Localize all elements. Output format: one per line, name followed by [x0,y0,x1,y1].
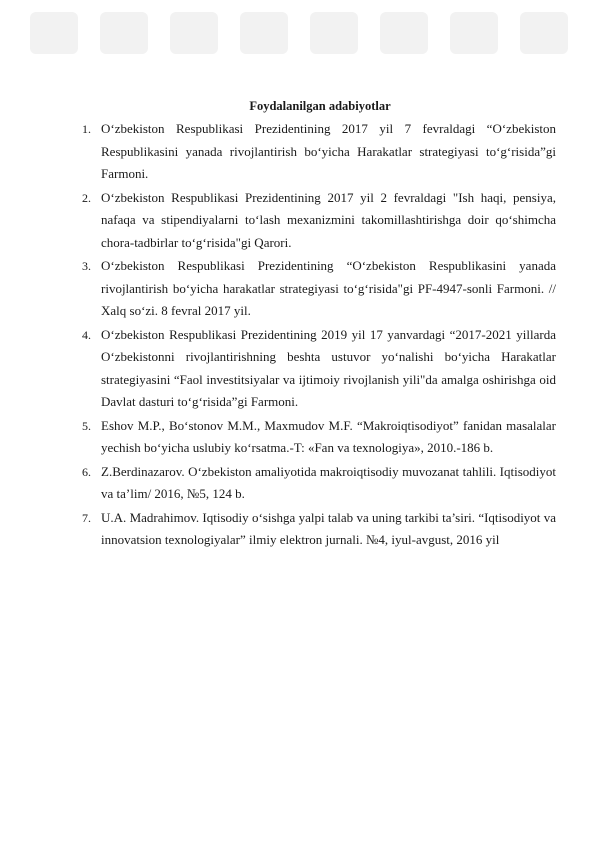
reference-item [84,187,556,255]
reference-text: Z.Berdinazarov. O‘zbekiston amaliyotida makroiqtisodiy muvozanat tahlili. Iqtisodiyot va ta’lim/ 2016, №5, 124 b. [101,463,556,501]
reference-item [84,118,556,186]
reference-number: 6. [82,464,91,479]
reference-number: 2. [82,190,91,205]
reference-number: 5. [82,418,91,433]
reference-text: O‘zbekiston Respublikasi Prezidentining “O‘zbekiston Respublikasini yanada rivojlantirish bo‘yicha harakatlar strategiyasi to‘g‘risida"gi PF-4947-sonli Farmoni. // Xalq so‘zi. 8 fevral 2017 yil. [101,258,556,318]
reference-item [84,507,556,552]
reference-item [84,461,556,506]
reference-number: 1. [82,122,91,136]
reference-text: O‘zbekiston Respublikasi Prezidentining 2017 yil 2 fevraldagi "Ish haqi, pensiya, nafaqa va stipendiyalarni to‘lash mexanizmini takomillashtirishga doir qo‘shimcha chora-tadbirlar to‘g‘risida"gi Qarori. [101,189,556,250]
reference-item [84,255,556,323]
reference-item [84,324,556,414]
reference-text: U.A. Madrahimov. Iqtisodiy o‘sishga yalpi talab va uning tarkibi ta’siri. “Iqtisodiyot va innovatsion texnologiyalar” ilmiy elektron jurnali. №4, iyul-avgust, 2016 yil [101,509,556,547]
reference-item [84,415,556,460]
document-page [84,98,556,553]
reference-number: 4. [82,327,91,342]
references-heading: Foydalanilgan adabiyotlar [249,99,391,113]
reference-text: O‘zbekiston Respublikasi Prezidentining 2019 yil 17 yanvardagi “2017-2021 yillarda O‘zbekistonni rivojlantirishning beshta ustuvor yo‘nalishi bo‘yicha Harakatlar strategiyasini “Faol investitsiyalar va ijtimoiy rivojlanish yili"da amalga oshirishga oid Davlat dasturi to‘g‘risida”gi Farmoni. [101,326,556,409]
reference-text: O‘zbekiston Respublikasi Prezidentining 2017 yil 7 fevraldagi “O‘zbekiston Respublikasini yanada rivojlantirish bo‘yicha Harakatlar strategiyasi to‘g‘risida”gi Farmoni. [101,121,556,181]
reference-text: Eshov M.P., Bo‘stonov M.M., Maxmudov M.F. “Makroiqtisodiyot” fanidan masalalar yechish bo‘yicha uslubiy ko‘rsatma.-T: «Fan va texnologiya», 2010.-186 b. [101,417,556,455]
reference-number: 3. [82,259,91,273]
references-list [84,118,556,552]
reference-number: 7. [82,510,91,525]
